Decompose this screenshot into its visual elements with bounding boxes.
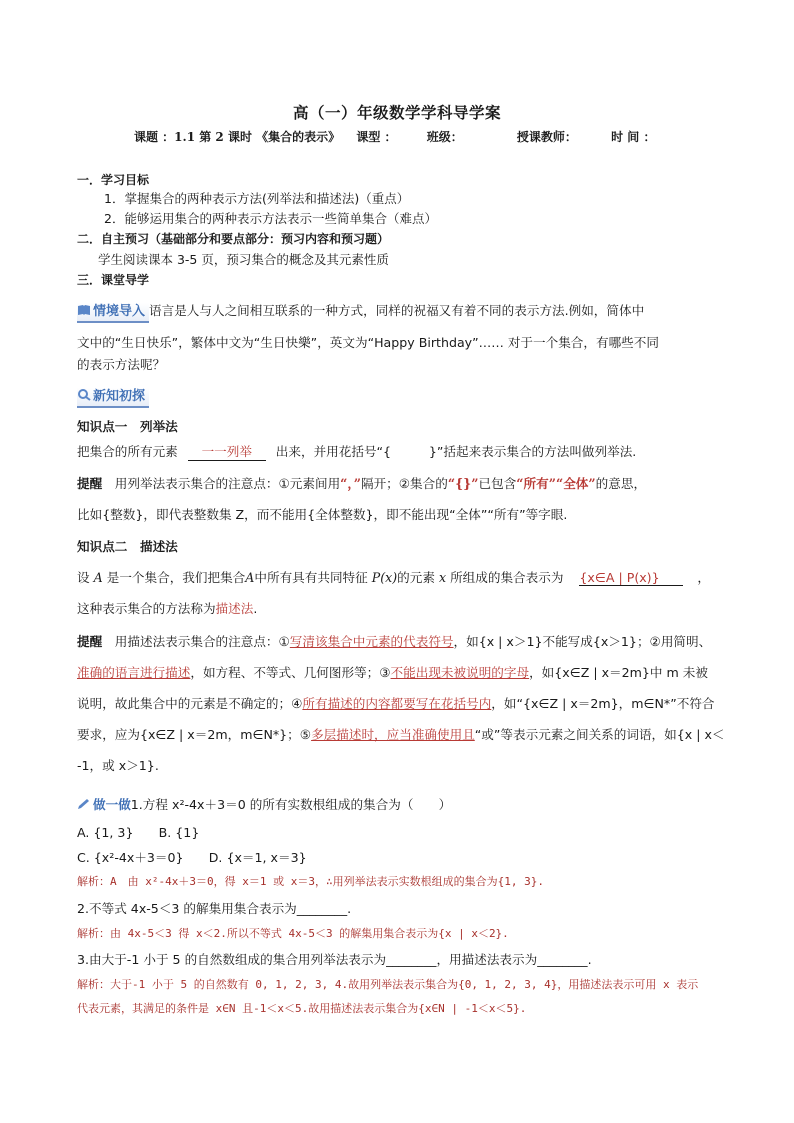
kp2-tip-line: 准确的语言进行描述，如方程、不等式、几何图形等；③不能出现未被说明的字母，如{x∈Z | x＝2m}中 m 未被 bbox=[77, 665, 708, 680]
practice-options: A. {1, 3} B. {1} bbox=[77, 825, 200, 840]
page-title: 高（一）年级数学学科导学案 bbox=[292, 103, 501, 122]
solution-3: 解析：大于-1 小于 5 的自然数有 0, 1, 2, 3, 4.故用列举法表示集合为{0, 1, 2, 3, 4}，用描述法表示可用 x 表示 bbox=[77, 978, 699, 991]
meta-time: 时 间 ： bbox=[611, 130, 656, 144]
kp1-tip-line: 比如{整数}，即代表整数集 Z，而不能用{全体整数}，即不能出现“全体”“所有”等字眼. bbox=[77, 507, 568, 522]
kp1-answer: 一一列举 bbox=[188, 441, 266, 461]
kp2-line: 设 A 是一个集合，我们把集合A中所有具有共同特征 P(x)的元素 x 所组成的集合表示为 {x∈A | P(x)} ， bbox=[77, 570, 711, 585]
preview-text: 学生阅读课本 3-5 页，预习集合的概念及其元素性质 bbox=[98, 252, 389, 267]
situation-line: 文中的“生日快乐”，繁体中文为“生日快樂”，英文为“Happy Birthday”…… 对于一个集合，有哪些不同 bbox=[77, 335, 659, 350]
kp1-line: 把集合的所有元素 一一列举 出来，并用花括号“{ }”括起来表示集合的方法叫做列举法. bbox=[77, 441, 636, 461]
newknow-header bbox=[77, 385, 149, 408]
book-icon bbox=[77, 304, 91, 316]
pencil-icon bbox=[77, 798, 91, 810]
solution-2: 解析：由 4x-5＜3 得 x＜2.所以不等式 4x-5＜3 的解集用集合表示为{x | x＜2}. bbox=[77, 927, 509, 940]
meta-type: 课型 ： bbox=[356, 130, 397, 144]
kp2-tip-line: 说明，故此集合中的元素是不确定的；④所有描述的内容都要写在花括号内，如“{x∈Z | x＝2m}，m∈N*”不符合 bbox=[77, 696, 715, 711]
practice-options: C. {x²-4x＋3＝0} D. {x＝1, x＝3} bbox=[77, 850, 307, 865]
kp1-tip-line: 提醒 用列举法表示集合的注意点：①元素间用“，”隔开；②集合的“{}”已包含“所有”“全体”的意思， bbox=[77, 476, 647, 491]
practice-q2: 2.不等式 4x-5＜3 的解集用集合表示为________. bbox=[77, 901, 352, 916]
kp2-line: 这种表示集合的方法称为描述法. bbox=[77, 601, 258, 616]
header-meta bbox=[134, 128, 655, 145]
objective-item: 1．掌握集合的两种表示方法(列举法和描述法)（重点） bbox=[104, 191, 410, 206]
section-preview: 二．自主预习（基础部分和要点部分：预习内容和预习题） bbox=[77, 232, 390, 246]
situation-line: 的表示方法呢？ bbox=[77, 357, 166, 372]
kp1-title: 知识点一 列举法 bbox=[77, 419, 178, 434]
situation-line: 情境导入 语言是人与人之间相互联系的一种方式，同样的祝福又有着不同的表示方法.例如，简体中 bbox=[77, 300, 644, 323]
solution-3: 代表元素，其满足的条件是 x∈N 且-1＜x＜5.故用描述法表示集合为{x∈N | -1＜x＜5}. bbox=[77, 1002, 527, 1015]
magnifier-icon bbox=[77, 389, 91, 401]
solution-1: 解析：A 由 x²-4x＋3＝0，得 x＝1 或 x＝3，∴用列举法表示实数根组成的集合为{1, 3}. bbox=[77, 875, 544, 888]
newknow-tag: 新知初探 bbox=[77, 388, 149, 408]
objective-item: 2．能够运用集合的两种表示方法表示一些简单集合（难点） bbox=[104, 211, 437, 226]
section-objectives: 一．学习目标 bbox=[77, 173, 150, 187]
kp2-tip-line: 提醒 用描述法表示集合的注意点：①写清该集合中元素的代表符号，如{x | x＞1}不能写成{x＞1}；②用简明、 bbox=[77, 634, 712, 649]
kp2-answer: {x∈A | P(x)} bbox=[579, 570, 683, 586]
meta-course: 课题 ：1.1 第 2 课时 《集合的表示》 bbox=[134, 130, 341, 144]
situation-tag: 情境导入 bbox=[77, 303, 149, 323]
practice-q1: 做一做1.方程 x²-4x＋3＝0 的所有实数根组成的集合为（ ） bbox=[77, 794, 451, 813]
meta-teacher: 授课教师： bbox=[516, 130, 577, 144]
kp2-tip-line: -1，或 x＞1}. bbox=[77, 758, 159, 773]
practice-tag: 做一做 bbox=[77, 797, 131, 812]
practice-q3: 3.由大于-1 小于 5 的自然数组成的集合用列举法表示为________，用描述法表示为________. bbox=[77, 952, 592, 967]
meta-class: 班级： bbox=[426, 130, 463, 144]
kp2-title: 知识点二 描述法 bbox=[77, 539, 178, 554]
kp2-tip-line: 要求，应为{x∈Z | x＝2m，m∈N*}；⑤多层描述时，应当准确使用且“或”等表示元素之间关系的词语，如{x | x＜ bbox=[77, 727, 725, 742]
section-classroom: 三．课堂导学 bbox=[77, 273, 150, 287]
